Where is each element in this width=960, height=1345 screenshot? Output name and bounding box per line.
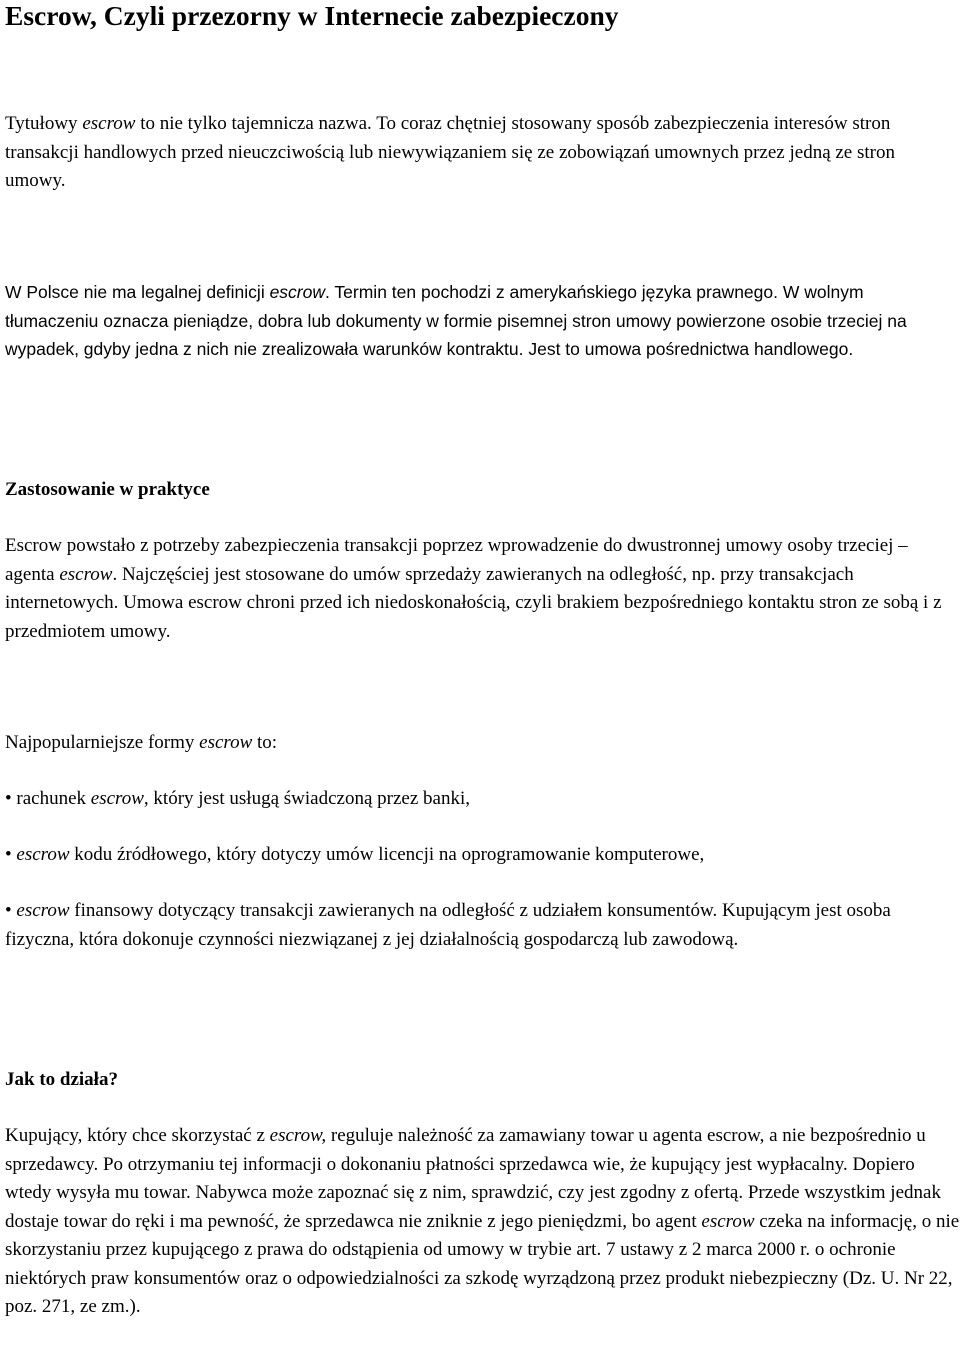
forms-intro-text: Najpopularniejsze formy xyxy=(5,732,200,753)
list-item-text: kodu źródłowego, który dotyczy umów licencji na oprogramowanie komputerowe, xyxy=(69,844,705,865)
definition-escrow-term: escrow xyxy=(269,282,326,302)
list-item xyxy=(5,897,960,954)
how-escrow-term: escrow, xyxy=(269,1125,327,1146)
practice-text: Escrow powstało z potrzeby zabezpieczenia transakcji poprzez wprowadzenie do dwustronnej umowy osoby trzeciej – agenta xyxy=(5,535,908,585)
how-paragraph xyxy=(5,1122,960,1322)
list-item-escrow-term: escrow xyxy=(16,844,70,865)
list-item xyxy=(5,785,960,814)
list-item-text: rachunek xyxy=(11,788,91,809)
practice-paragraph xyxy=(5,532,960,646)
list-item-text: finansowy dotyczący transakcji zawieranych na odległość z udziałem konsumentów. Kupującym jest osoba fizyczna, która dokonuje czynności niezwiązanej z jej działalnością gospodarczą lub zawodową. xyxy=(5,900,891,950)
bullet-icon: • xyxy=(5,844,12,865)
bullet-icon: • xyxy=(5,900,12,921)
practice-escrow-term: escrow xyxy=(59,563,113,585)
list-item-text: , który jest usługą świadczoną przez banki, xyxy=(143,788,470,809)
section-heading-practice: Zastosowanie w praktyce xyxy=(5,479,210,500)
how-text: czeka na informację, o nie skorzystaniu przez kupującego z prawa do odstąpienia od umowy w trybie art. 7 ustawy z 2 marca 2000 r. o ochronie niektórych praw konsumentów oraz o odpowiedzialności za szkodę wyrządzoną przez produkt niebezpieczny (Dz. U. Nr 22, poz. 271, ze zm.). xyxy=(5,1210,960,1317)
list-item-escrow-term: escrow xyxy=(90,788,144,809)
page-title: Escrow, Czyli przezorny w Internecie zabezpieczony xyxy=(5,0,619,31)
how-text: reguluje należność za zamawiany towar u agenta escrow, a nie bezpośrednio u sprzedawcy. Po otrzymaniu tej informacji o dokonaniu płatności sprzedawca wie, że kupujący jest wypłacalny. Dopiero wtedy wysyła mu towar. Nabywca może zapoznać się z nim, sprawdzić, czy jest zgodny z ofertą. Przede wszystkim jednak dostaje towar do ręki i ma pewność, że sprzedawca nie zniknie z jego pieniędzmi, bo agent xyxy=(5,1125,941,1232)
how-escrow-term: escrow xyxy=(701,1210,755,1232)
intro-text: to nie tylko tajemnicza nazwa. To coraz chętniej stosowany sposób zabezpieczenia interesów stron transakcji handlowych przed nieuczciwością lub niewywiązaniem się ze zobowiązań umownych przez jedną ze stron umowy. xyxy=(5,113,895,191)
forms-intro-paragraph xyxy=(5,729,960,758)
forms-intro-escrow-term: escrow xyxy=(199,732,253,753)
forms-intro-text: to: xyxy=(252,732,278,753)
list-item-escrow-term: escrow xyxy=(16,900,70,921)
intro-escrow-term: escrow xyxy=(82,113,136,134)
practice-text: . Najczęściej jest stosowane do umów sprzedaży zawieranych na odległość, np. przy transakcjach internetowych. Umowa escrow chroni przed ich niedoskonałością, czyli brakiem bezpośredniego kontaktu stron ze sobą i z przedmiotem umowy. xyxy=(5,563,942,642)
definition-text: . Termin ten pochodzi z amerykańskiego języka prawnego. W wolnym tłumaczeniu oznacza pieniądze, dobra lub dokumenty w formie pisemnej stron umowy powierzone osobie trzeciej na wypadek, gdyby jedna z nich nie zrealizowała warunków kontraktu. Jest to umowa pośrednictwa handlowego. xyxy=(5,282,907,359)
section-heading-how: Jak to działa? xyxy=(5,1069,118,1090)
intro-text: Tytułowy xyxy=(5,113,83,134)
definition-text: W Polsce nie ma legalnej definicji xyxy=(5,282,270,302)
bullet-icon: • xyxy=(5,788,12,809)
definition-paragraph xyxy=(5,278,960,364)
intro-paragraph xyxy=(5,110,960,196)
list-item xyxy=(5,841,960,870)
how-text: Kupujący, który chce skorzystać z xyxy=(5,1125,270,1146)
